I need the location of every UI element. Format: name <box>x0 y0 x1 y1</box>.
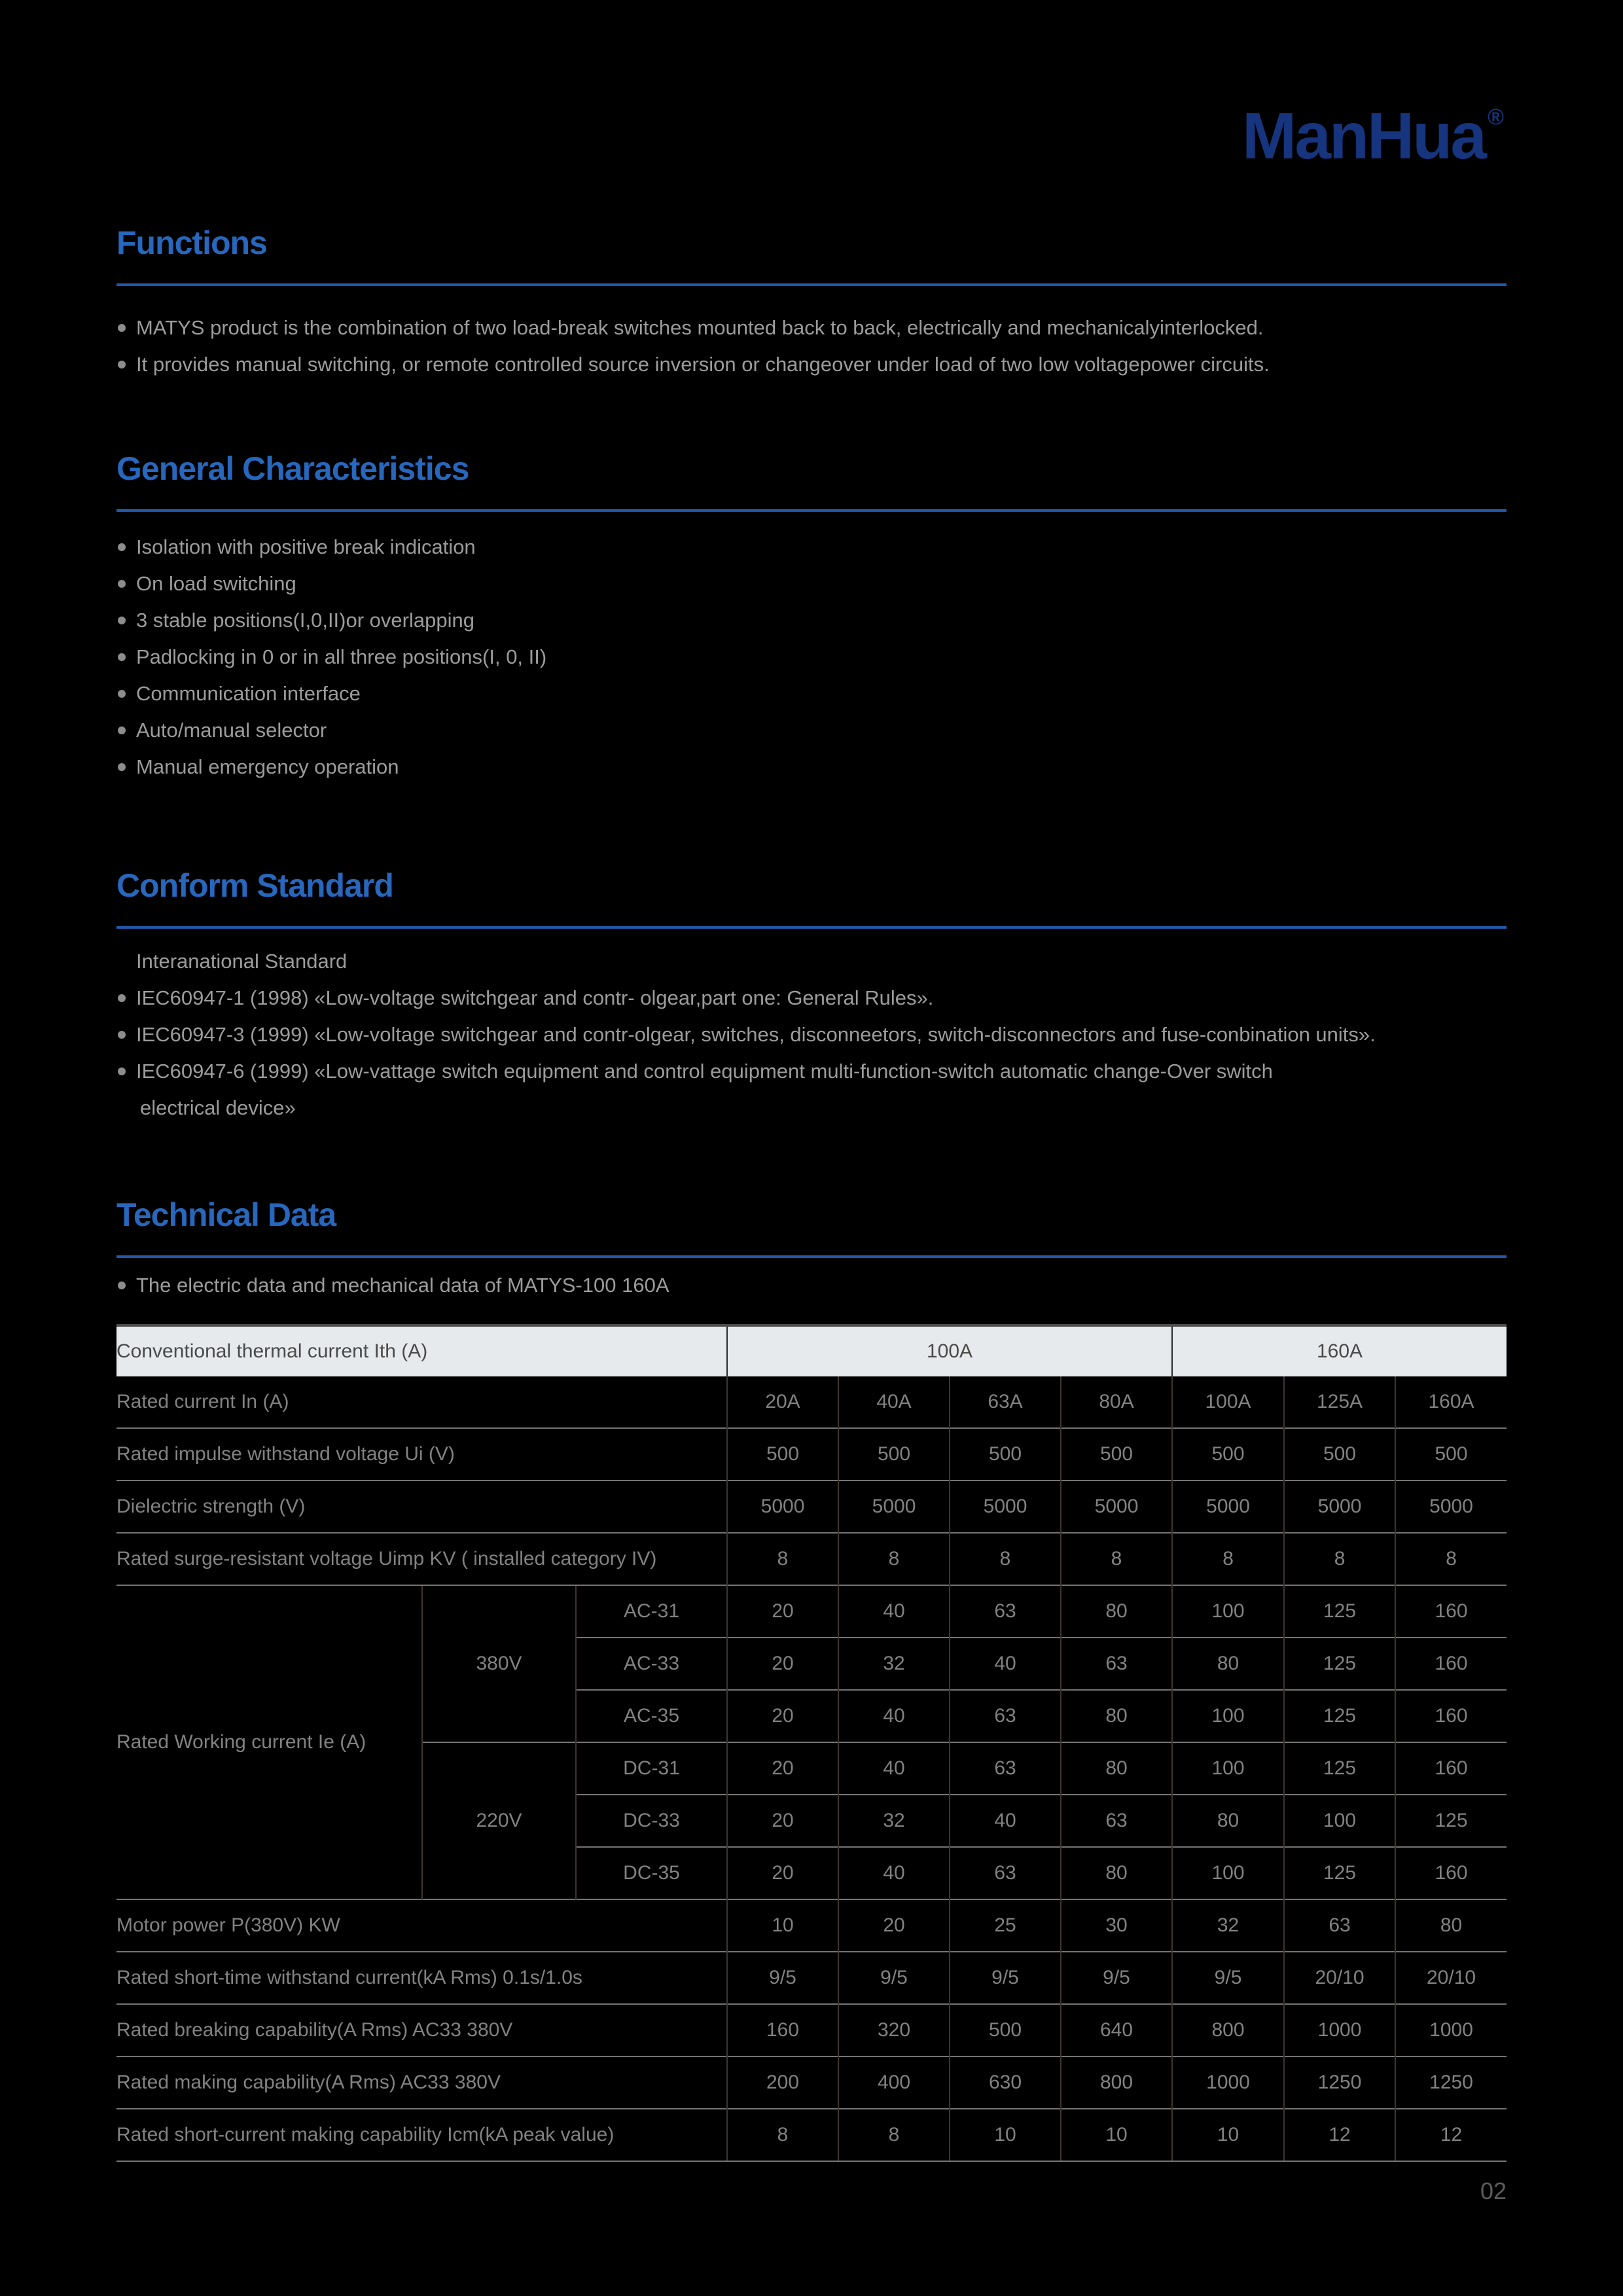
table-cell: 9/5 <box>838 1952 950 2004</box>
table-header-label: Conventional thermal current Ith (A) <box>116 1325 727 1376</box>
category-label: DC-35 <box>576 1847 727 1899</box>
table-cell: 500 <box>838 1428 950 1480</box>
table-cell: 5000 <box>838 1480 950 1533</box>
table-row <box>116 1952 1507 2004</box>
table-cell: 125 <box>1395 1795 1507 1847</box>
section-title-conform-standard: Conform Standard <box>116 867 393 904</box>
list-item-continuation: electrical device» <box>140 1096 296 1119</box>
table-cell: 100 <box>1172 1742 1284 1795</box>
registered-trademark-symbol: ® <box>1487 105 1504 130</box>
table-cell: 20 <box>838 1899 950 1952</box>
table-row <box>116 1480 1507 1533</box>
table-cell: 8 <box>727 2109 838 2161</box>
table-cell: 100A <box>1172 1376 1284 1428</box>
table-cell: 1250 <box>1284 2056 1395 2109</box>
page-number: 02 <box>1480 2178 1507 2204</box>
table-cell: 80 <box>1061 1585 1172 1638</box>
table-cell: 500 <box>950 2004 1061 2056</box>
table-cell: 8 <box>838 1533 950 1585</box>
section-conform-standard <box>116 869 1507 1126</box>
table-cell: 5000 <box>1395 1480 1507 1533</box>
table-header-row <box>116 1325 1507 1376</box>
table-cell: 80 <box>1395 1899 1507 1952</box>
conform-standard-list <box>116 943 1507 1126</box>
list-item: Communication interface <box>116 675 1507 712</box>
table-cell: 800 <box>1172 2004 1284 2056</box>
table-header-group-160a: 160A <box>1172 1325 1507 1376</box>
table-cell: 80 <box>1172 1795 1284 1847</box>
row-label: Rated current In (A) <box>116 1391 289 1412</box>
table-cell: 100 <box>1284 1795 1395 1847</box>
table-cell: 63 <box>950 1690 1061 1742</box>
table-cell: 9/5 <box>950 1952 1061 2004</box>
table-cell: 40A <box>838 1376 950 1428</box>
table-cell: 8 <box>1172 1533 1284 1585</box>
table-cell: 63 <box>1061 1638 1172 1690</box>
table-cell: 8 <box>1284 1533 1395 1585</box>
list-item: IEC60947-1 (1998) «Low-voltage switchgear and contr- olgear,part one: General Rules». <box>116 980 1507 1016</box>
table-cell: 5000 <box>1284 1480 1395 1533</box>
table-cell: 40 <box>838 1742 950 1795</box>
section-title-general-characteristics: General Characteristics <box>116 450 469 487</box>
manhua-logo <box>1242 99 1504 173</box>
list-item: IEC60947-3 (1999) «Low-voltage switchgear and contr-olgear, switches, disconneetors, switch-disconnectors and fuse-conbination units». <box>116 1016 1507 1053</box>
table-cell: 20/10 <box>1284 1952 1395 2004</box>
table-cell: 100 <box>1172 1690 1284 1742</box>
table-cell: 20 <box>727 1585 838 1638</box>
section-divider <box>116 1255 1507 1258</box>
table-cell: 8 <box>1061 1533 1172 1585</box>
table-cell: 20 <box>727 1690 838 1742</box>
table-cell: 160 <box>1395 1742 1507 1795</box>
table-cell: 125A <box>1284 1376 1395 1428</box>
table-cell: 160 <box>727 2004 838 2056</box>
table-cell: 1250 <box>1395 2056 1507 2109</box>
list-item: Padlocking in 0 or in all three positions(I, 0, II) <box>116 639 1507 675</box>
table-cell: 8 <box>950 1533 1061 1585</box>
section-functions <box>116 226 1507 383</box>
table-cell: 10 <box>1172 2109 1284 2161</box>
table-row <box>116 2056 1507 2109</box>
table-cell: 160 <box>1395 1847 1507 1899</box>
category-label: AC-35 <box>576 1690 727 1742</box>
functions-bullet-list <box>116 310 1507 383</box>
general-characteristics-bullet-list <box>116 529 1507 785</box>
table-row <box>116 1428 1507 1480</box>
row-label: Rated making capability(A Rms) AC33 380V <box>116 2056 727 2109</box>
table-cell: 5000 <box>727 1480 838 1533</box>
table-cell: 125 <box>1284 1585 1395 1638</box>
table-cell: 500 <box>1284 1428 1395 1480</box>
table-cell: 400 <box>838 2056 950 2109</box>
table-cell: 12 <box>1284 2109 1395 2161</box>
section-technical-data <box>116 1198 1507 1304</box>
table-cell: 63 <box>1284 1899 1395 1952</box>
section-title-functions: Functions <box>116 224 267 261</box>
technical-data-bullet-list <box>116 1267 1507 1304</box>
table-cell: 63 <box>950 1742 1061 1795</box>
list-item: Auto/manual selector <box>116 712 1507 749</box>
table-cell: 5000 <box>1172 1480 1284 1533</box>
table-cell: 320 <box>838 2004 950 2056</box>
list-item: MATYS product is the combination of two load-break switches mounted back to back, electrically and mechanicalyinterlocked. <box>116 310 1507 346</box>
list-item-intro: Interanational Standard <box>136 950 348 973</box>
table-cell: 9/5 <box>1061 1952 1172 2004</box>
table-cell: 125 <box>1284 1742 1395 1795</box>
list-item: On load switching <box>116 565 1507 602</box>
table-cell: 5000 <box>1061 1480 1172 1533</box>
table-cell: 9/5 <box>727 1952 838 2004</box>
technical-data-table <box>116 1324 1507 2162</box>
logo-text: ManHua <box>1242 99 1485 173</box>
table-cell: 32 <box>838 1638 950 1690</box>
table-cell: 500 <box>1395 1428 1507 1480</box>
section-divider <box>116 509 1507 512</box>
table-cell: 20 <box>727 1847 838 1899</box>
table-cell: 25 <box>950 1899 1061 1952</box>
table-cell: 9/5 <box>1172 1952 1284 2004</box>
table-cell: 500 <box>950 1428 1061 1480</box>
table-cell: 80 <box>1061 1742 1172 1795</box>
table-cell: 30 <box>1061 1899 1172 1952</box>
table-cell: 63 <box>1061 1795 1172 1847</box>
table-cell: 40 <box>950 1795 1061 1847</box>
table-cell: 8 <box>727 1533 838 1585</box>
row-label: Rated short-current making capability Icm(kA peak value) <box>116 2109 727 2161</box>
section-general-characteristics <box>116 452 1507 785</box>
table-cell: 12 <box>1395 2109 1507 2161</box>
table-cell: 80 <box>1061 1847 1172 1899</box>
table-cell: 500 <box>1061 1428 1172 1480</box>
table-row <box>116 1585 1507 1638</box>
category-label: AC-31 <box>576 1585 727 1638</box>
table-cell: 125 <box>1284 1847 1395 1899</box>
table-row <box>116 1899 1507 1952</box>
table-cell: 8 <box>1395 1533 1507 1585</box>
row-label: Rated impulse withstand voltage Ui (V) <box>116 1428 727 1480</box>
table-cell: 500 <box>1172 1428 1284 1480</box>
list-item: It provides manual switching, or remote controlled source inversion or changeover under load of two low voltagepower circuits. <box>116 346 1507 383</box>
table-cell: 20/10 <box>1395 1952 1507 2004</box>
table-cell: 160 <box>1395 1638 1507 1690</box>
table-cell: 5000 <box>950 1480 1061 1533</box>
row-label: Rated breaking capability(A Rms) AC33 380V <box>116 2004 727 2056</box>
table-cell: 80A <box>1061 1376 1172 1428</box>
table-cell: 125 <box>1284 1638 1395 1690</box>
table-row <box>116 2109 1507 2161</box>
section-divider <box>116 283 1507 286</box>
table-cell: 160 <box>1395 1585 1507 1638</box>
table-cell: 500 <box>727 1428 838 1480</box>
table-cell: 640 <box>1061 2004 1172 2056</box>
table-cell: 20A <box>727 1376 838 1428</box>
table-cell: 1000 <box>1284 2004 1395 2056</box>
table-cell: 40 <box>838 1585 950 1638</box>
table-cell: 800 <box>1061 2056 1172 2109</box>
technical-data-table-wrapper <box>116 1324 1507 2162</box>
table-cell: 63 <box>950 1847 1061 1899</box>
table-cell: 630 <box>950 2056 1061 2109</box>
table-cell: 40 <box>838 1690 950 1742</box>
table-cell: 100 <box>1172 1847 1284 1899</box>
row-label: Rated surge-resistant voltage Uimp KV ( installed category IV) <box>116 1533 727 1585</box>
table-cell: 80 <box>1061 1690 1172 1742</box>
table-cell: 20 <box>727 1742 838 1795</box>
table-cell: 63A <box>950 1376 1061 1428</box>
voltage-group-380v: 380V <box>422 1585 576 1742</box>
table-header-group-100a: 100A <box>727 1325 1172 1376</box>
list-item: Isolation with positive break indication <box>116 529 1507 565</box>
table-cell: 80 <box>1172 1638 1284 1690</box>
section-divider <box>116 926 1507 929</box>
table-row <box>116 1376 1507 1428</box>
table-cell: 1000 <box>1395 2004 1507 2056</box>
row-label: Rated short-time withstand current(kA Rms) 0.1s/1.0s <box>116 1952 727 2004</box>
list-item: Manual emergency operation <box>116 749 1507 785</box>
row-label: Dielectric strength (V) <box>116 1480 727 1533</box>
row-label: Motor power P(380V) KW <box>116 1899 727 1952</box>
table-cell: 40 <box>950 1638 1061 1690</box>
table-cell: 8 <box>838 2109 950 2161</box>
category-label: AC-33 <box>576 1638 727 1690</box>
table-cell: 100 <box>1172 1585 1284 1638</box>
table-cell: 32 <box>838 1795 950 1847</box>
table-cell: 63 <box>950 1585 1061 1638</box>
table-row <box>116 2004 1507 2056</box>
table-cell: 200 <box>727 2056 838 2109</box>
table-cell: 10 <box>950 2109 1061 2161</box>
table-cell: 10 <box>1061 2109 1172 2161</box>
category-label: DC-31 <box>576 1742 727 1795</box>
list-item: The electric data and mechanical data of MATYS-100 160A <box>116 1267 1507 1304</box>
list-item: IEC60947-6 (1999) «Low-vattage switch equipment and control equipment multi-function-switch automatic change-Over switch <box>116 1053 1507 1090</box>
table-cell: 20 <box>727 1795 838 1847</box>
table-cell: 125 <box>1284 1690 1395 1742</box>
list-item: 3 stable positions(I,0,II)or overlapping <box>116 602 1507 639</box>
table-row <box>116 1533 1507 1585</box>
voltage-group-220v: 220V <box>422 1742 576 1899</box>
table-cell: 20 <box>727 1638 838 1690</box>
category-label: DC-33 <box>576 1795 727 1847</box>
table-cell: 10 <box>727 1899 838 1952</box>
table-cell: 32 <box>1172 1899 1284 1952</box>
section-title-technical-data: Technical Data <box>116 1196 336 1233</box>
table-cell: 160A <box>1395 1376 1507 1428</box>
table-cell: 40 <box>838 1847 950 1899</box>
table-cell: 160 <box>1395 1690 1507 1742</box>
table-cell: 1000 <box>1172 2056 1284 2109</box>
row-label-working-current: Rated Working current Ie (A) <box>116 1585 422 1899</box>
